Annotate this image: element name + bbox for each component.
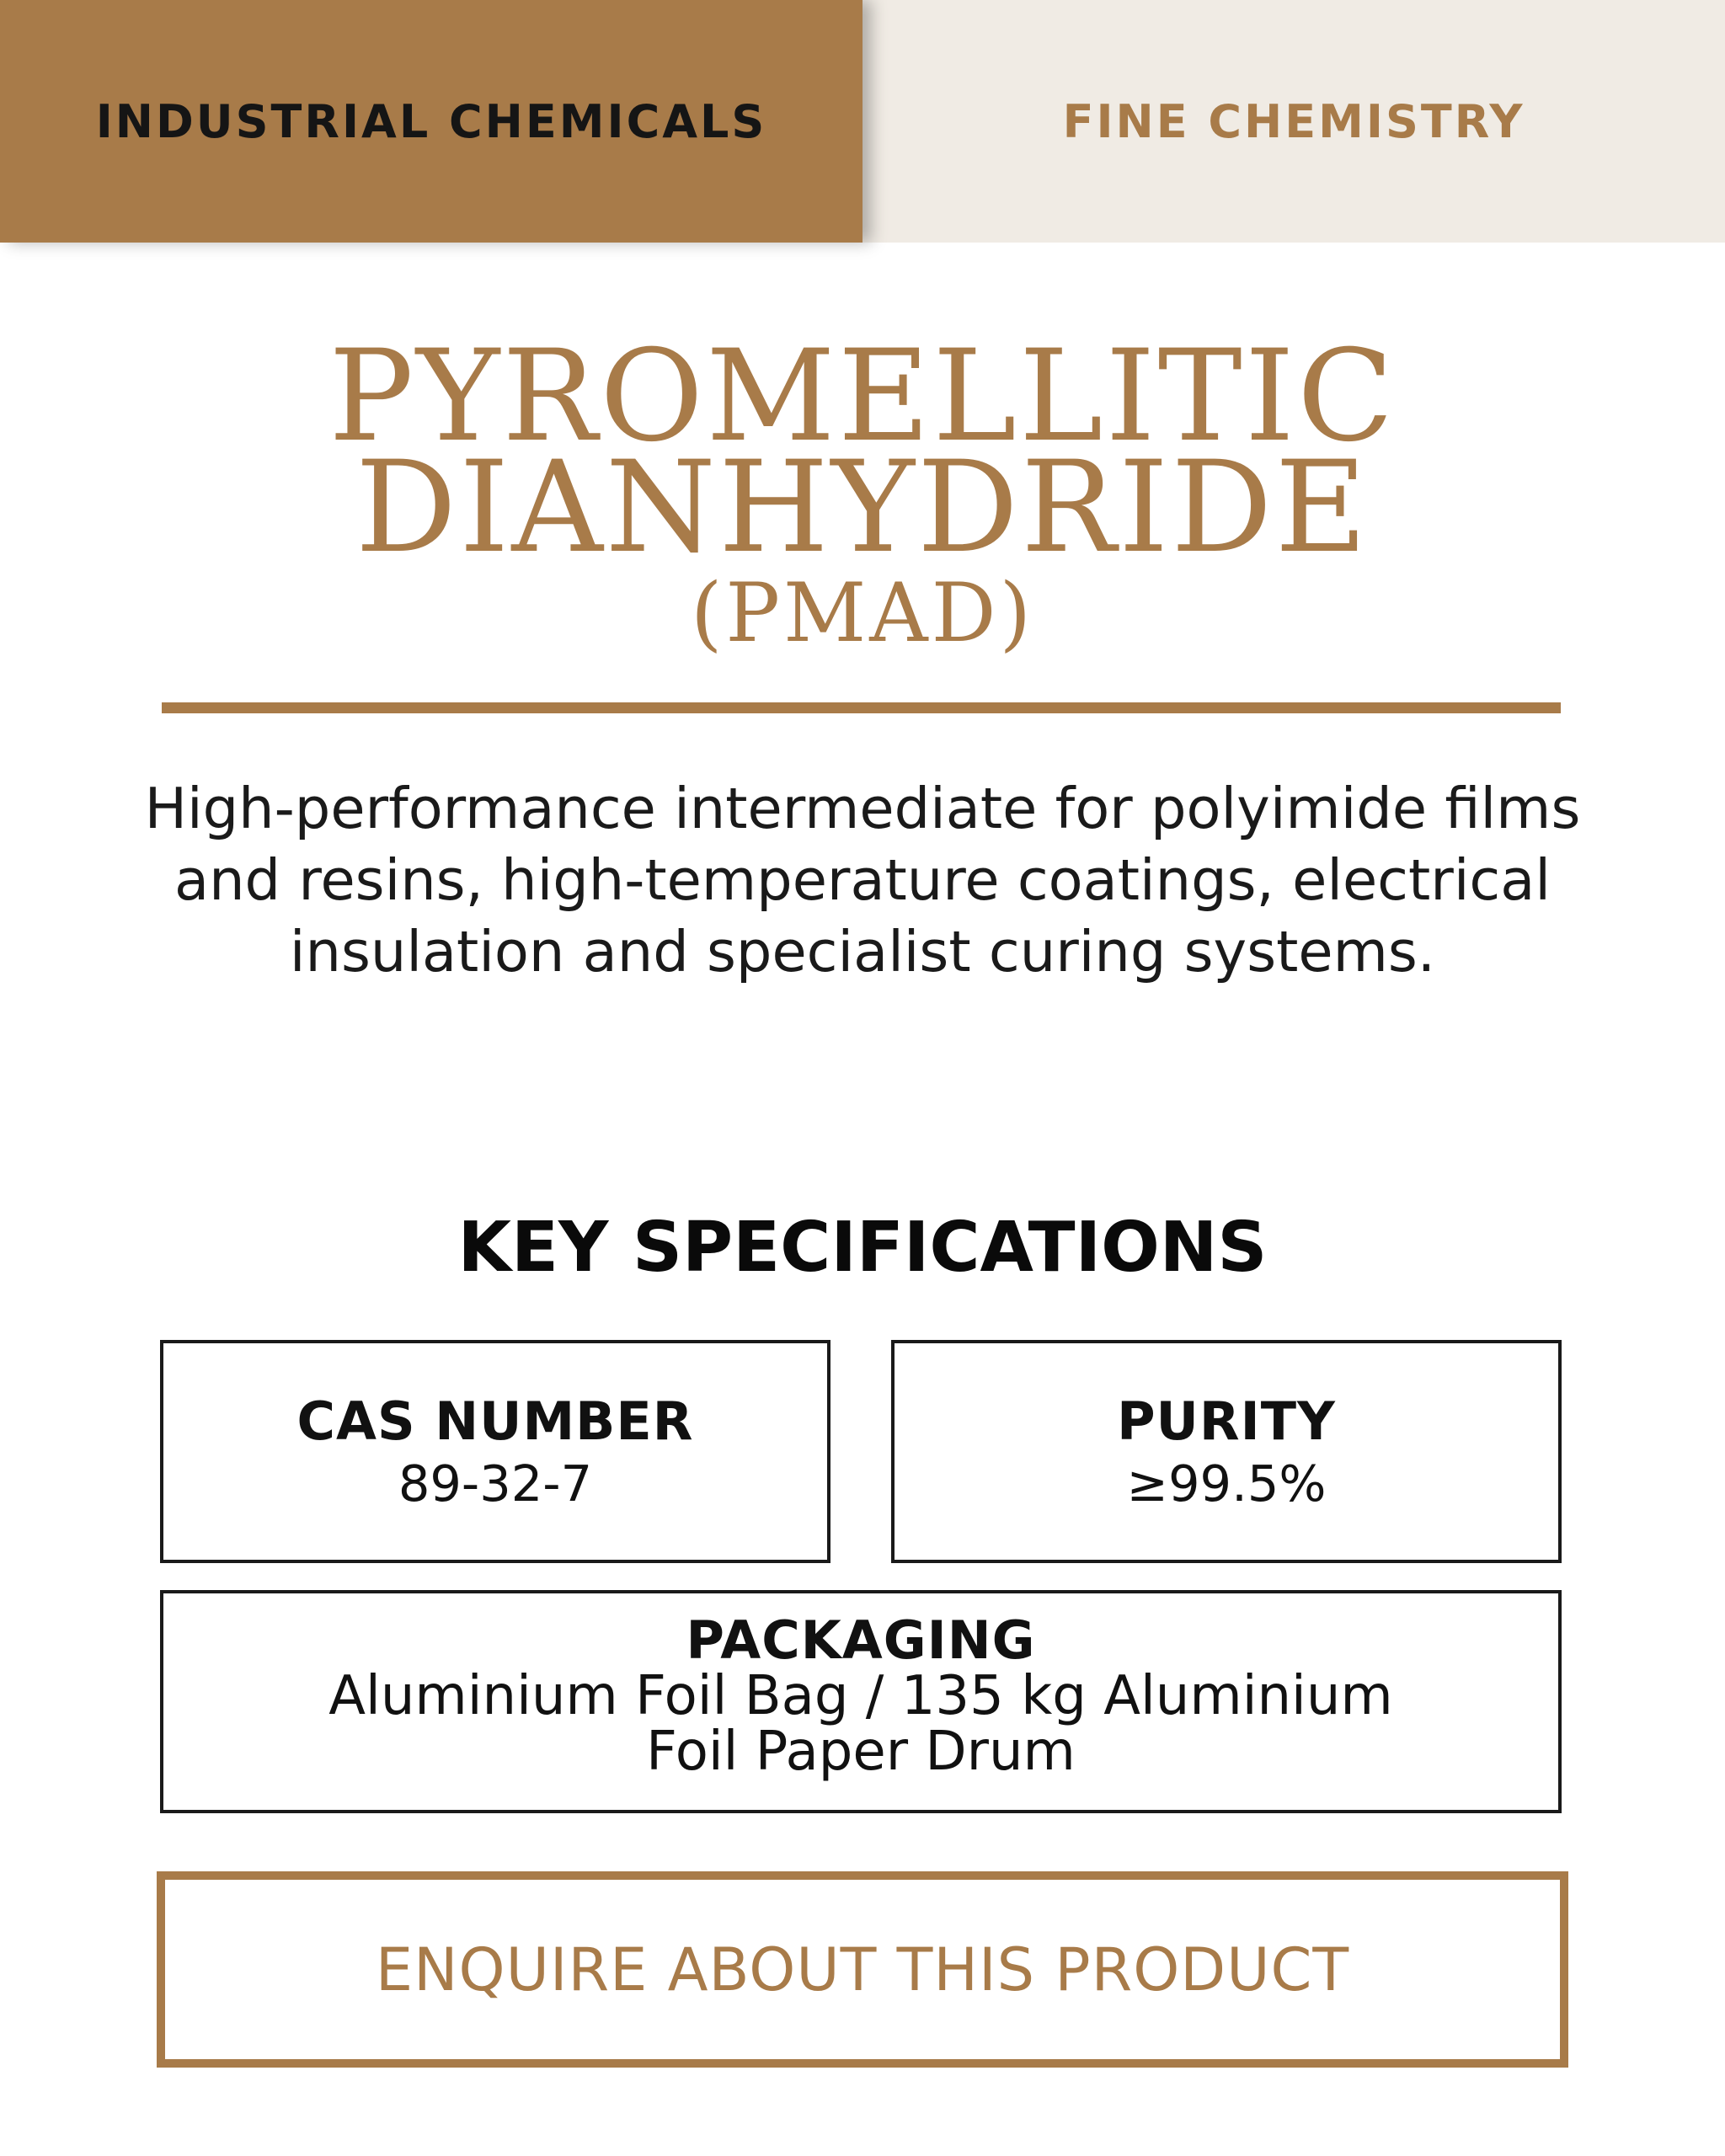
product-abbreviation: (PMAD)	[690, 566, 1035, 660]
spec-label-packaging: PACKAGING	[686, 1609, 1036, 1671]
enquire-button[interactable]: ENQUIRE ABOUT THIS PRODUCT	[157, 1871, 1568, 2068]
title-divider	[162, 702, 1561, 713]
spec-label-purity: PURITY	[1117, 1390, 1336, 1452]
spec-card-packaging	[160, 1590, 1562, 1813]
spec-value-packaging-line-1: Aluminium Foil Bag / 135 kg Aluminium	[328, 1664, 1393, 1727]
tab-industrial-chemicals[interactable]: INDUSTRIAL CHEMICALS	[0, 0, 862, 243]
product-title-line-1: PYROMELLITIC	[328, 323, 1397, 470]
spec-value-packaging-line-2: Foil Paper Drum	[646, 1720, 1076, 1783]
category-tabs	[0, 0, 1725, 243]
product-title-line-2: DIANHYDRIDE	[355, 435, 1370, 581]
product-title	[0, 323, 1725, 663]
spec-card-cas-number	[160, 1340, 830, 1563]
product-description: High-performance intermediate for polyimide films and resins, high-temperature coatings, electrical insulation and specialist curing systems.	[144, 776, 1581, 985]
tab-fine-chemistry[interactable]: FINE CHEMISTRY	[1062, 94, 1525, 148]
specifications-heading: KEY SPECIFICATIONS	[457, 1208, 1268, 1288]
spec-label-cas-number: CAS NUMBER	[296, 1390, 694, 1452]
spec-card-purity	[891, 1340, 1562, 1563]
spec-value-purity: ≥99.5%	[1126, 1454, 1327, 1513]
spec-value-cas-number: 89-32-7	[398, 1454, 593, 1513]
